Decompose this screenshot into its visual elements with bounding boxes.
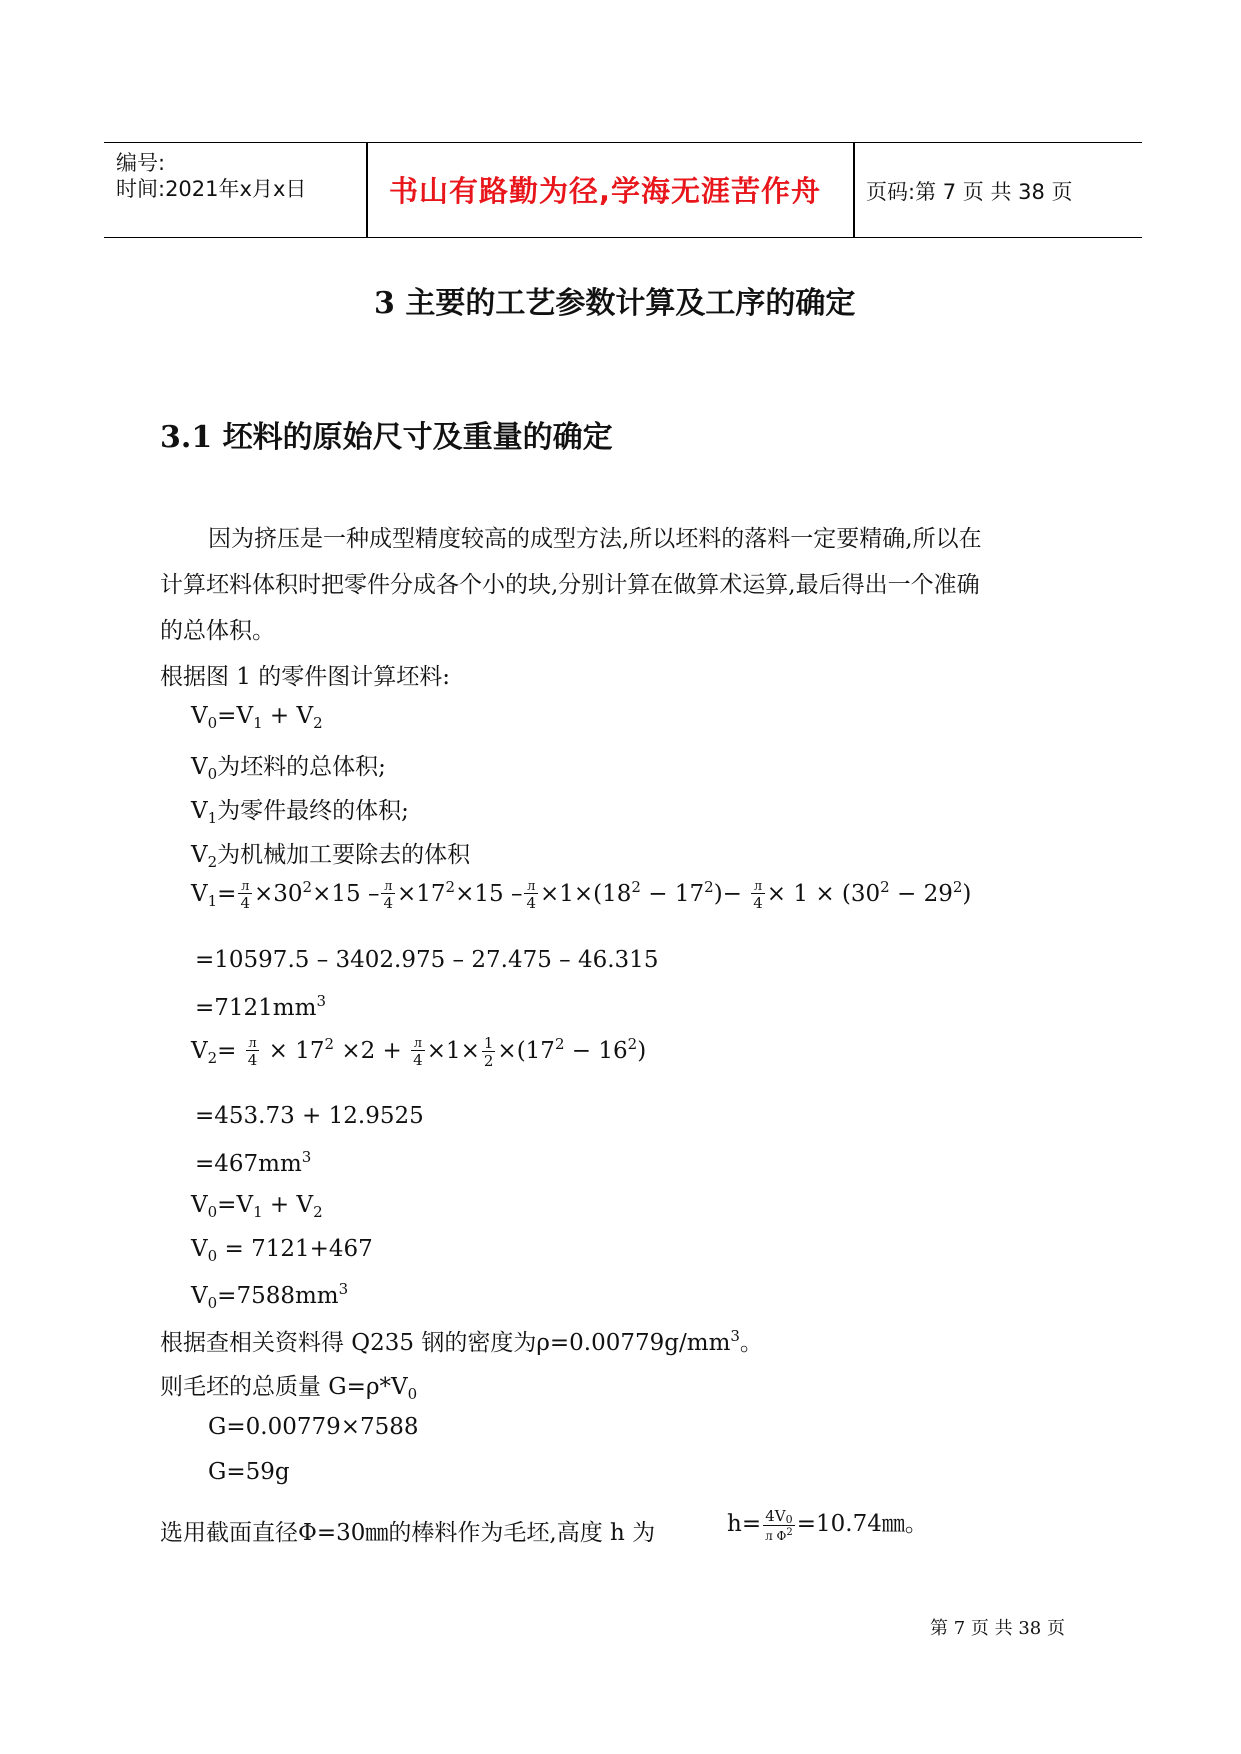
page-info: 页码:第 7 页 共 38 页	[866, 180, 1073, 204]
intro-line: 因为挤压是一种成型精度较高的成型方法,所以坯料的落料一定要精确,所以在	[208, 526, 982, 552]
definition-v1: $V_1$为零件最终的体积;	[191, 798, 409, 827]
definition-v2: $V_2$为机械加工要除去的体积	[191, 842, 471, 871]
time-label: 时间:2021年x月x日	[116, 177, 307, 201]
equation-v0-repeat: $V_0=V_1 + V_2$	[191, 1192, 323, 1221]
mass-calc: G=0.00779×7588	[208, 1414, 419, 1440]
v0-sum: $V_0 = 7121+467$	[191, 1236, 373, 1265]
height-formula: h= $\frac{4V_0}{л \Phi^2}$ =10.74㎜。	[727, 1506, 928, 1543]
equation-v0: $V_0=V_1 + V_2$	[191, 703, 323, 732]
section-title: 3.1 坯料的原始尺寸及重量的确定	[160, 420, 613, 455]
header-table	[104, 142, 1142, 238]
definition-v0: $V_0$为坯料的总体积;	[191, 754, 386, 783]
motto: 书山有路勤为径,学海无涯苦作舟	[389, 174, 822, 208]
intro-line: 根据图 1 的零件图计算坯料:	[160, 664, 451, 690]
header-divider	[366, 143, 368, 237]
bar-stock-line: 选用截面直径Φ=30㎜的棒料作为毛坯,高度 h 为	[160, 1520, 656, 1546]
v0-result: $V_0=7588mm^3$	[191, 1280, 349, 1312]
mass-result: G=59g	[208, 1459, 290, 1485]
page-footer: 第 7 页 共 38 页	[930, 1618, 1065, 1639]
density-line: 根据查相关资料得 Q235 钢的密度为$\rho=0.00779g/mm^3$。	[160, 1327, 763, 1356]
header-divider	[853, 143, 855, 237]
mass-line: 则毛坯的总质量 $G=\rho*V_0$	[160, 1374, 418, 1403]
equation-v2-formula: $V_2=$ $\frac{л}{4}$ × $17^2 \times 2$ + $\frac{л}{4}$ ×1× $\frac{1}{2}$ $\times(17^2 - 16^2)$	[191, 1033, 647, 1070]
intro-line: 的总体积。	[160, 618, 275, 644]
chapter-title: 3 主要的工艺参数计算及工序的确定	[374, 286, 856, 321]
intro-line: 计算坯料体积时把零件分成各个小的块,分别计算在做算术运算,最后得出一个准确	[160, 572, 980, 598]
v2-result: $=467mm^3$	[195, 1148, 312, 1177]
v1-result: $=7121mm^3$	[195, 992, 326, 1021]
v2-intermediate: =453.73 + 12.9525	[195, 1103, 424, 1129]
v1-intermediate: =10597.5 – 3402.975 – 27.475 – 46.315	[195, 947, 659, 973]
serial-label: 编号:	[116, 151, 166, 175]
equation-v1-formula: $V_1=$ $\frac{л}{4}$ $\times 30^2\times 15$ – $\frac{л}{4}$ $\times 17^2\times 15$ – $\frac{л}{4}$ $\times 1\times(18^2 - 17^2)-$ $\frac{л}{4}$ × $1 \times (30^2 - 29^2)$	[191, 878, 972, 912]
